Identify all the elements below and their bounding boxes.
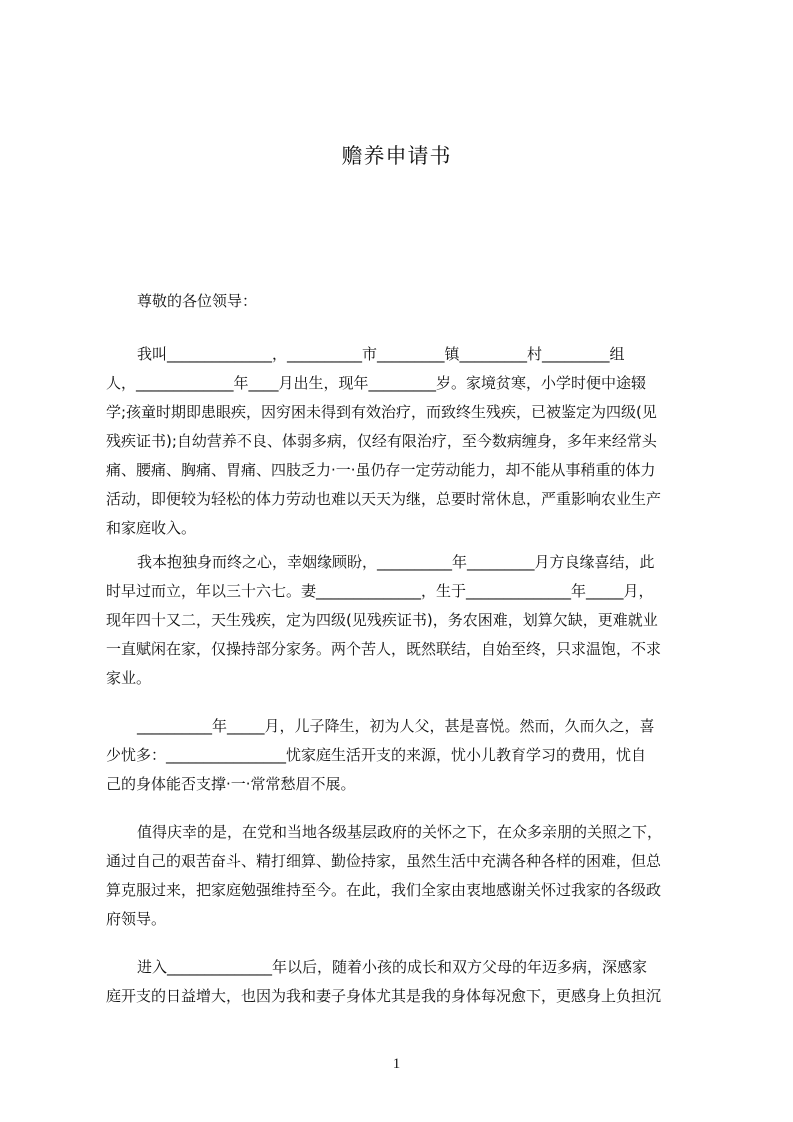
paragraph-gratitude bbox=[106, 818, 698, 934]
paragraph-line: 痛、腰痛、胸痛、胃痛、四肢乏力·一·虽仍存一定劳动能力，却不能从事稍重的体力 bbox=[106, 461, 656, 479]
paragraph-line: 残疾证书);自幼营养不良、体弱多病，仅经有限治疗，至今数病缠身，多年来经常头 bbox=[106, 432, 657, 450]
paragraph-line: 己的身体能否支撑·一·常常愁眉不展。 bbox=[106, 775, 356, 793]
paragraph-line: 庭开支的日益增大，也因为我和妻子身体尤其是我的身体每况愈下，更感身上负担沉 bbox=[106, 987, 662, 1005]
paragraph-line: 通过自己的艰苦奋斗、精打细算、勤俭持家，虽然生活中充满各种各样的困难，但总 bbox=[106, 852, 662, 870]
paragraph-line: 进入______________年以后，随着小孩的成长和双方父母的年迈多病，深感家 bbox=[137, 958, 648, 976]
paragraph-line: 府领导。 bbox=[106, 910, 167, 928]
paragraph-line: 家业。 bbox=[106, 669, 152, 687]
paragraph-line: 一直赋闲在家，仅操持部分家务。两个苦人，既然联结，自始至终，只求温饱，不求 bbox=[106, 640, 662, 658]
page-number: 1 bbox=[392, 1056, 401, 1072]
paragraph-personal-background bbox=[106, 340, 698, 543]
paragraph-line: 人，_____________年____月出生，现年_________岁。家境贫寒，小学时便中途辍 bbox=[106, 374, 647, 392]
paragraph-marriage bbox=[106, 548, 698, 693]
paragraph-line: 我本抱独身而终之心，幸姻缘顾盼，__________年_________月方良缘喜结，此 bbox=[137, 553, 655, 571]
paragraph-son-birth bbox=[106, 712, 698, 799]
paragraph-line: 学;孩童时期即患眼疾，因穷困未得到有效治疗，而致终生残疾，已被鉴定为四级(见 bbox=[106, 403, 657, 421]
paragraph-line: 值得庆幸的是，在党和当地各级基层政府的关怀之下，在众多亲朋的关照之下， bbox=[137, 823, 663, 841]
salutation: 尊敬的各位领导： bbox=[137, 292, 258, 310]
paragraph-line: 时早过而立，年以三十六七。妻______________，生于______________年_____月， bbox=[106, 582, 654, 600]
paragraph-current-hardship bbox=[106, 953, 698, 1011]
document-title: 赡养申请书 bbox=[341, 144, 452, 168]
paragraph-line: 算克服过来，把家庭勉强维持至今。在此，我们全家由衷地感谢关怀过我家的各级政 bbox=[106, 881, 662, 899]
paragraph-line: 少忧多：________________忧家庭生活开支的来源，忧小儿教育学习的费用，忧自 bbox=[106, 746, 647, 764]
paragraph-line: __________年_____月，儿子降生，初为人父，甚是喜悦。然而，久而久之，喜 bbox=[137, 717, 655, 735]
paragraph-line: 和家庭收入。 bbox=[106, 519, 197, 537]
paragraph-line: 活动，即便较为轻松的体力劳动也难以天天为继，总要时常休息，严重影响农业生产 bbox=[106, 490, 662, 508]
paragraph-line: 我叫______________，__________市_________镇_________村_________组 bbox=[137, 345, 625, 363]
paragraph-line: 现年四十又二，天生残疾，定为四级(见残疾证书)，务农困难，划算欠缺，更难就业 bbox=[106, 611, 658, 629]
